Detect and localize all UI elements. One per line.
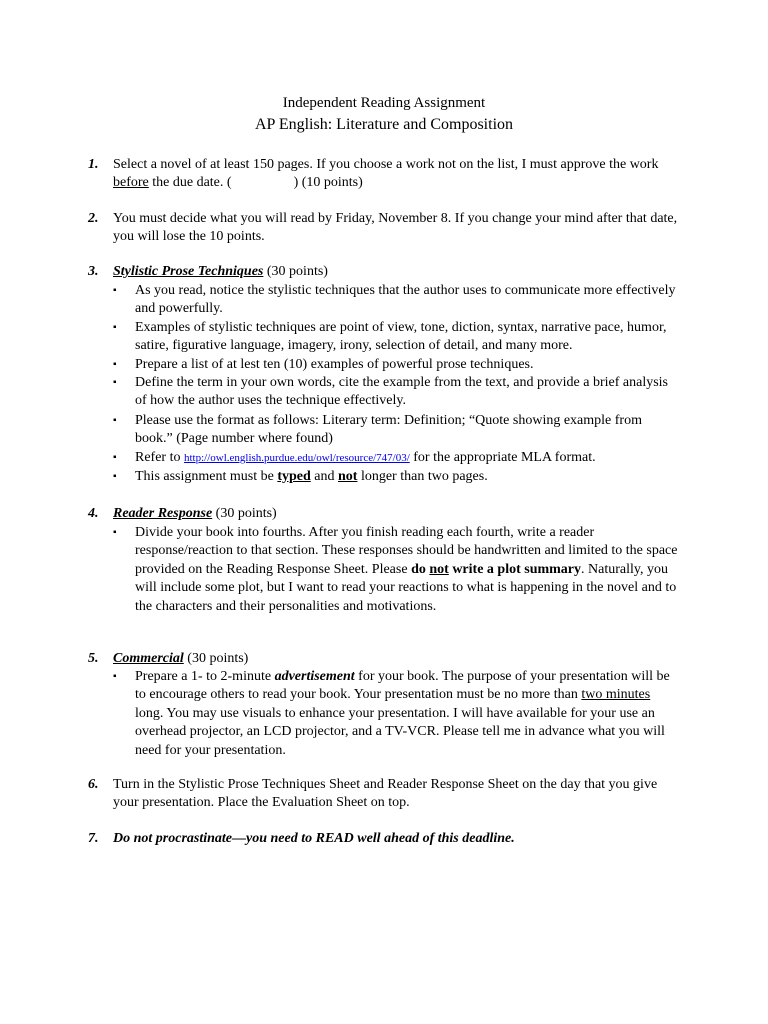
bullet-icon: ▪ — [113, 359, 117, 370]
bullet-icon: ▪ — [113, 415, 117, 426]
bullet-icon: ▪ — [113, 377, 117, 388]
list-item: Define the term in your own words, cite the example from the text, and provide a brief analysis of how the author uses the technique effectively. — [135, 375, 668, 409]
item-number-7: 7. — [88, 831, 99, 846]
item-7-text: Do not procrastinate—you need to READ well ahead of this deadline. — [113, 831, 515, 846]
item-number-4: 4. — [88, 506, 99, 521]
item-number-1: 1. — [88, 157, 99, 172]
bullet-icon: ▪ — [113, 471, 117, 482]
list-item: Refer to http://owl.english.purdue.edu/owl/resource/747/03/ for the appropriate MLA format. — [135, 450, 596, 465]
bullet-icon: ▪ — [113, 452, 117, 463]
item-5-heading: Commercial (30 points) — [113, 651, 249, 666]
item-number-5: 5. — [88, 651, 99, 666]
list-item: Prepare a 1- to 2-minute advertisement for your book. The purpose of your presentation will be to encourage others to read your book. Your presentation must be no more than two minutes long. You may use visuals to enhance your presentation. I will have available for your use an overhead projector, an LCD projector, and a TV-VCR. Please tell me in advance what you will need for your presentation. — [135, 669, 670, 758]
bullet-icon: ▪ — [113, 671, 117, 682]
item-1-text: Select a novel of at least 150 pages. If you choose a work not on the list, I must approve the work before the due date. ( ) (10 points) — [113, 157, 659, 191]
bullet-icon: ▪ — [113, 285, 117, 296]
bullet-icon: ▪ — [113, 322, 117, 333]
page-subtitle: AP English: Literature and Composition — [254, 116, 514, 133]
item-number-2: 2. — [88, 211, 99, 226]
advertisement-word: advertisement — [274, 669, 355, 684]
section-heading-reader-response: Reader Response — [113, 506, 213, 521]
list-item: This assignment must be typed and not longer than two pages. — [135, 469, 488, 484]
list-item: Please use the format as follows: Literary term: Definition; “Quote showing example from book.” (Page number where found) — [135, 413, 642, 447]
before-word: before — [113, 175, 149, 191]
item-6-text: Turn in the Stylistic Prose Techniques Sheet and Reader Response Sheet on the day that you give your presentation. Place the Evaluation Sheet on top. — [113, 777, 658, 811]
item-number-3: 3. — [88, 264, 99, 279]
list-item: As you read, notice the stylistic techniques that the author uses to communicate more effectively and powerfully. — [135, 283, 676, 317]
section-heading-commercial: Commercial — [113, 651, 184, 666]
typed-word: typed — [277, 469, 311, 484]
page-title: Independent Reading Assignment — [282, 95, 486, 111]
bullet-icon: ▪ — [113, 527, 117, 538]
item-3-heading: Stylistic Prose Techniques (30 points) — [113, 264, 328, 279]
item-number-6: 6. — [88, 777, 99, 792]
section-heading-stylistic: Stylistic Prose Techniques — [113, 264, 264, 279]
list-item: Examples of stylistic techniques are point of view, tone, diction, syntax, narrative pace, humor, satire, figurative language, imagery, irony, selection of detail, and many more. — [135, 320, 667, 354]
item-2-text: You must decide what you will read by Friday, November 8. If you change your mind after that date, you will lose the 10 points. — [113, 211, 678, 245]
list-item: Prepare a list of at lest ten (10) examples of powerful prose techniques. — [135, 357, 534, 372]
not-word: not — [338, 469, 358, 484]
item-4-heading: Reader Response (30 points) — [113, 506, 277, 521]
mla-format-link[interactable]: http://owl.english.purdue.edu/owl/resource/747/03/ — [183, 452, 410, 464]
two-minutes-phrase: two minutes — [581, 687, 651, 703]
list-item: Divide your book into fourths. After you finish reading each fourth, write a reader response/reaction to that section. These responses should be handwritten and limited to the space provided on the Reading Response Sheet. Please do not write a plot summary. Naturally, you will include some plot, but I want to read your reactions to what is happening in the novel and to the characters and their personalities and motivations. — [135, 525, 678, 614]
